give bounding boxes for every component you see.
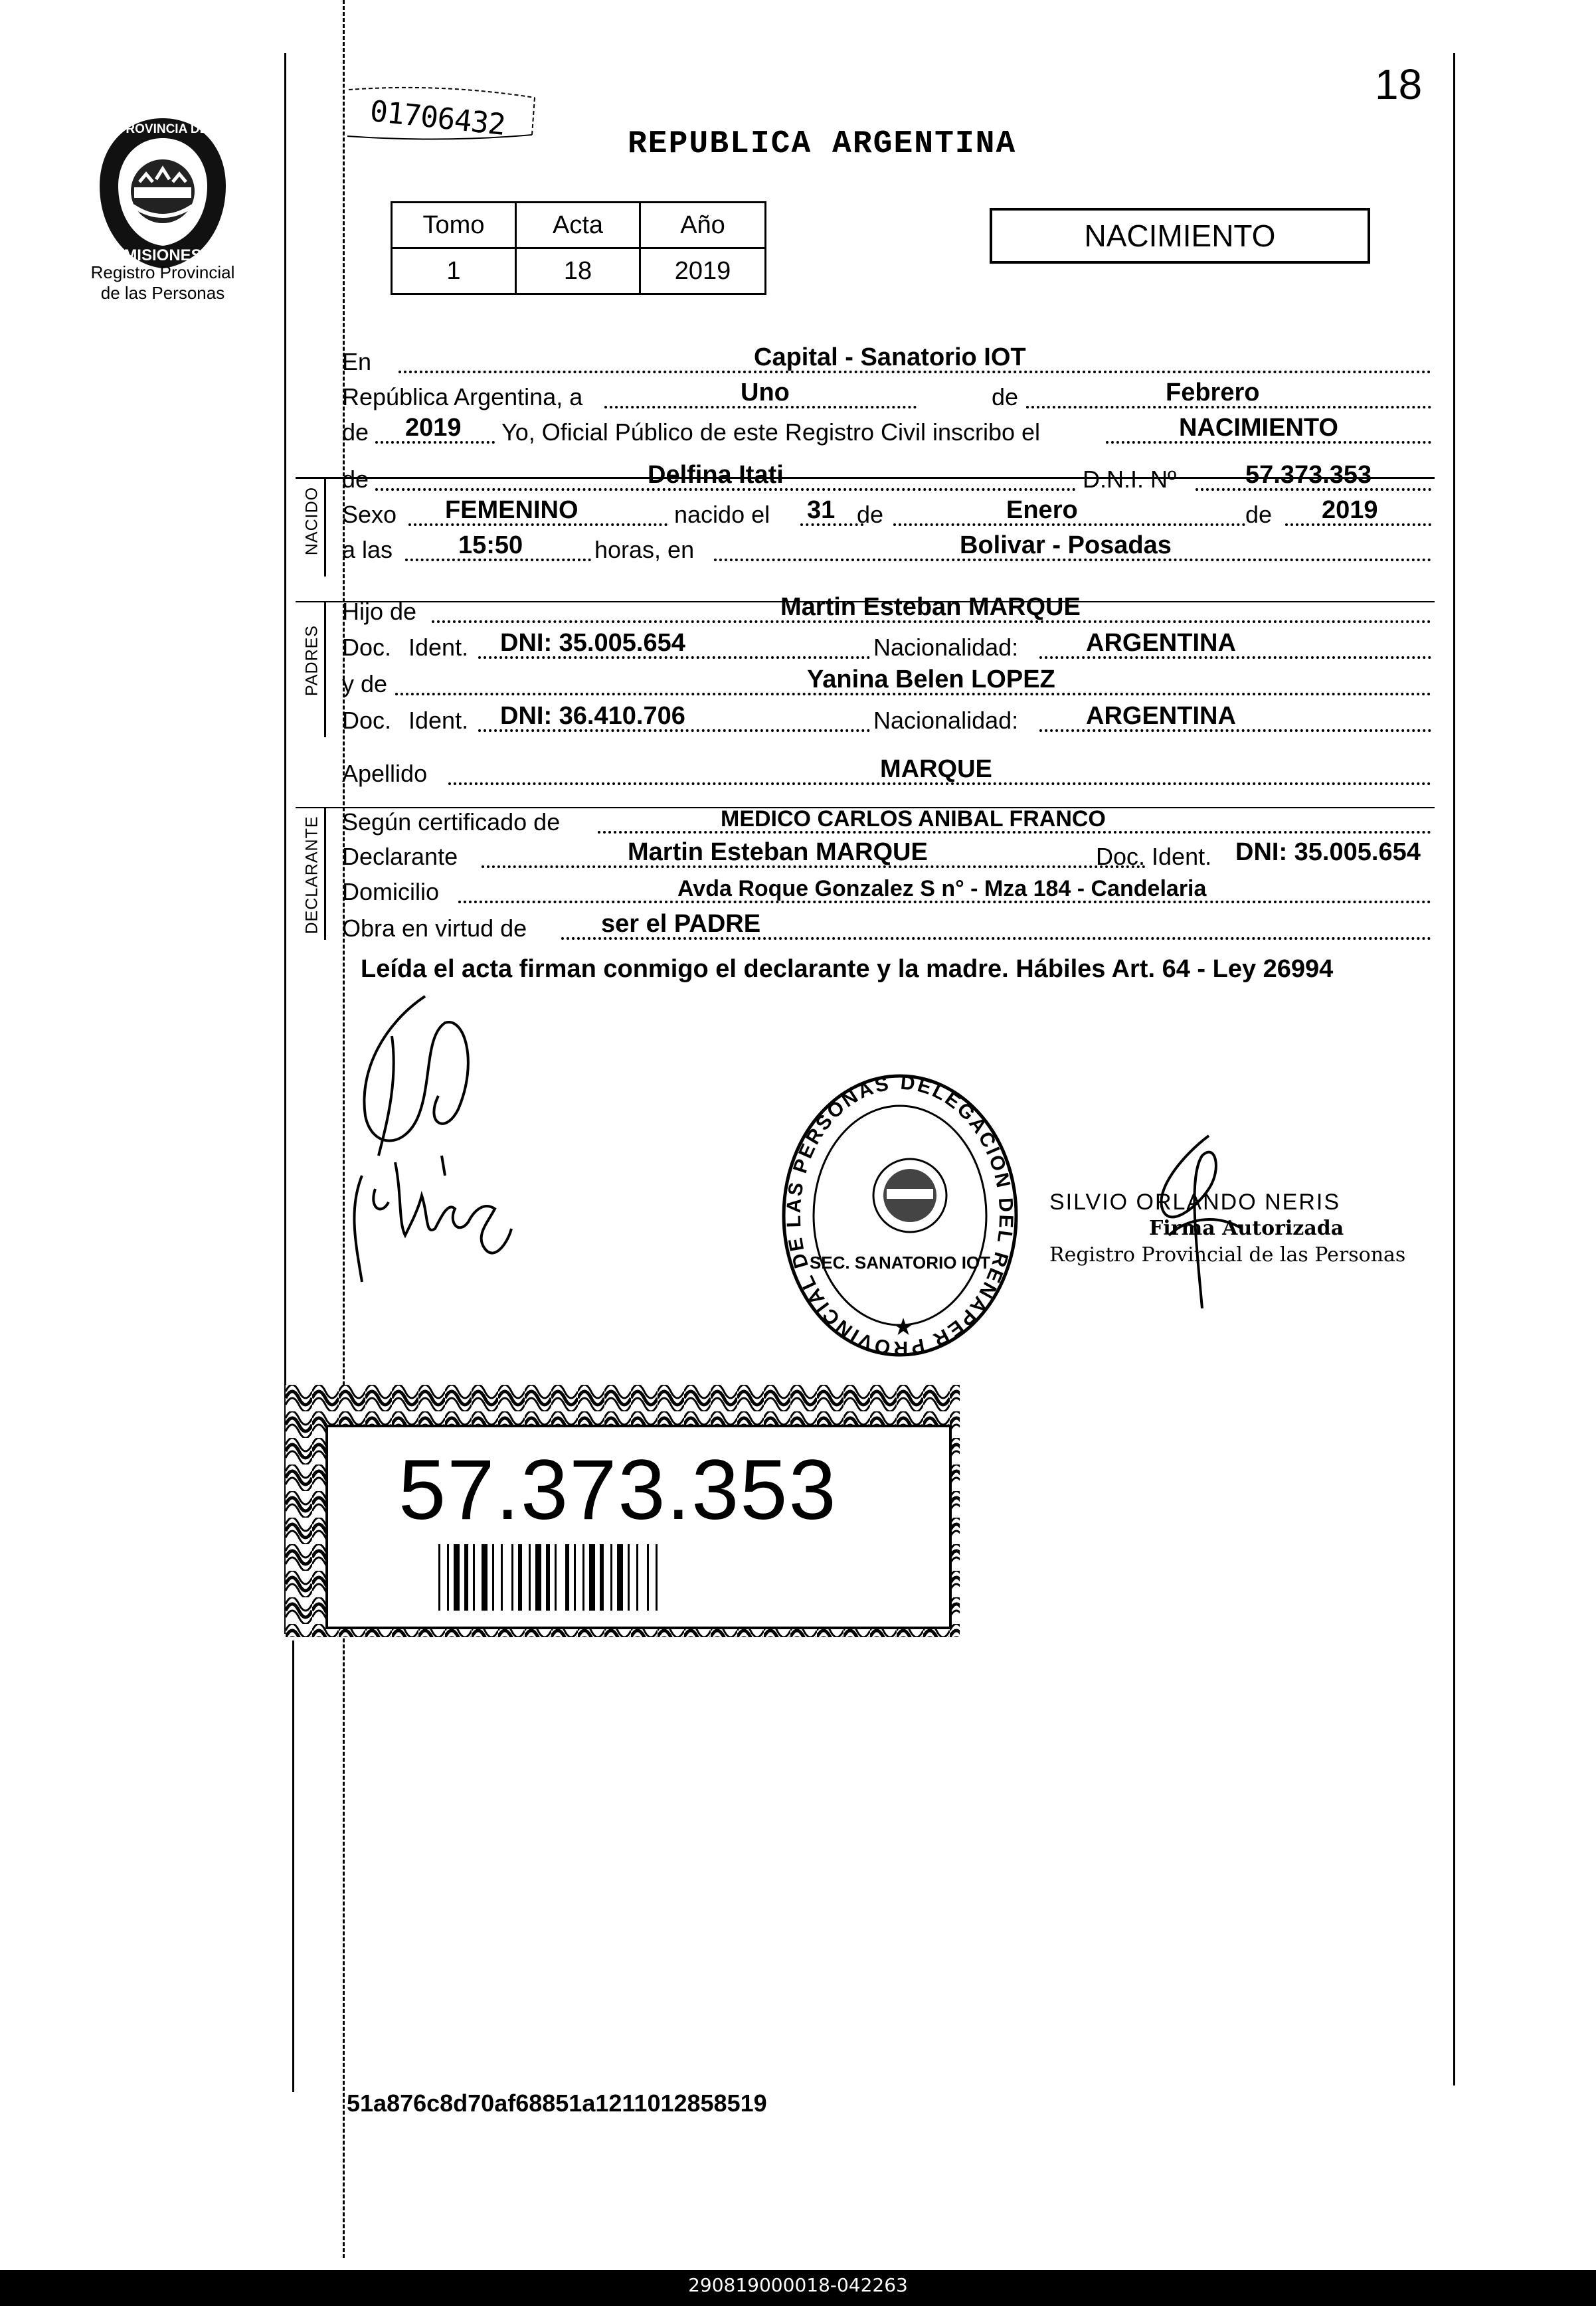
misiones-coat-of-arms-logo [93,113,232,272]
label-doc-ident: Doc. Ident. [1096,843,1212,870]
page-number: 18 [1375,60,1423,108]
dni-label-number: 57.373.353 [399,1443,838,1538]
label-ident: Ident. [408,707,469,734]
label-domicilio: Domicilio [342,878,440,905]
row-sexo-nacimiento [342,498,1435,529]
value-tipo-inscripcion: NACIMIENTO [1179,414,1338,442]
barcode-bar [518,1544,522,1611]
value-dia-inscripcion: Uno [741,379,790,406]
label-de-nombre: de [342,466,369,493]
registry-table [391,201,766,295]
label-horas-en: horas, en [594,536,695,563]
label-inscribo: Yo, Oficial Público de este Registro Civil inscribo el [501,418,1041,446]
row-anio-inscripcion [342,416,1435,446]
barcode-bar [447,1544,449,1611]
label-de-anio: de [342,418,369,446]
padres-bracket [324,601,326,737]
row-padre [342,595,1435,626]
registry-value-row [392,248,766,294]
seal-ring-text: DELEGACION DEL RENAPER PROVINCIAL DE LAS PERSONAS [782,1071,1018,1360]
label-nacionalidad: Nacionalidad: [873,707,1019,734]
label-y-de: y de [342,670,388,697]
right-margin-line [1453,53,1455,2085]
side-label-nacido: NACIDO [302,486,321,556]
value-padre-doc: DNI: 35.005.654 [500,629,685,657]
barcode-bar [438,1544,440,1611]
label-nacido-el: nacido el [674,501,770,528]
value-mes-inscripcion: Febrero [1166,379,1260,406]
legal-statement: Leída el acta firman conmigo el declarante y la madre. Hábiles Art. 64 - Ley 26994 [361,955,1334,983]
value-apellido: MARQUE [880,755,992,783]
registry-value-tomo: 1 [392,248,516,294]
row-hora-lugar-nacimiento [342,533,1435,564]
seal-star: ★ [892,1313,915,1340]
document-hash: 51a876c8d70af68851a1211012858519 [347,2089,767,2117]
left-dashed-margin [343,0,345,2258]
barcode-bar [482,1544,488,1611]
value-padre-nacionalidad: ARGENTINA [1086,629,1236,657]
label-doc: Doc. [342,707,392,734]
row-fecha-inscripcion [342,381,1435,411]
barcode-bar [555,1544,557,1611]
label-apellido: Apellido [342,760,428,787]
barcode-bar [636,1544,638,1611]
logo-bottom-text: MISIONES [124,246,202,264]
barcode-bar [464,1544,468,1611]
registry-value-ano: 2019 [640,248,766,294]
value-nombre: Delfina Itati [648,461,784,489]
label-en: En [342,348,372,375]
value-anio-nacimiento: 2019 [1322,496,1378,524]
official-block [1049,1189,1405,1269]
label-doc: Doc. [342,634,392,661]
row-apellido [342,757,1435,788]
value-lugar-inscripcion: Capital - Sanatorio IOT [754,343,1026,371]
value-lugar-nacimiento: Bolivar - Posadas [960,531,1172,559]
value-dni: 57.373.353 [1245,461,1372,489]
label-de-anio-nac: de [1245,501,1273,528]
label-hijo-de: Hijo de [342,598,417,625]
value-sexo: FEMENINO [445,496,578,524]
barcode-bar [656,1544,658,1611]
value-hora-nacimiento: 15:50 [458,531,523,559]
label-de: de [992,383,1019,410]
barcode-bar [610,1544,612,1611]
logo-caption-line-2: de las Personas [100,283,225,303]
barcode-bar [454,1544,460,1611]
row-madre [342,667,1435,698]
row-certificado [342,806,1435,836]
label-a-las: a las [342,536,393,563]
row-madre-doc [342,704,1435,735]
barcode-bar [492,1544,494,1611]
value-madre: Yanina Belen LOPEZ [807,665,1055,693]
barcode-bar [501,1544,503,1611]
label-declarante: Declarante [342,843,458,870]
registry-seal-stamp [777,1069,1023,1362]
barcode-bar [565,1544,569,1611]
declarante-bracket [324,807,326,940]
value-dia-nacimiento: 31 [807,496,836,524]
left-margin-line-lower [292,1641,294,2092]
logo-caption-line-1: Registro Provincial [90,262,235,282]
value-declarante-doc: DNI: 35.005.654 [1235,838,1421,866]
label-sexo: Sexo [342,501,397,528]
barcode-bar [582,1544,584,1611]
act-type-box: NACIMIENTO [990,208,1370,264]
side-label-declarante: DECLARANTE [302,816,321,934]
barcode-bar [511,1544,513,1611]
dni-barcode [438,1544,810,1611]
label-obra-en-virtud: Obra en virtud de [342,915,527,942]
seal-inner-text: SEC. SANATORIO IOT [809,1253,991,1273]
row-nombre [342,463,1435,493]
barcode-bar [647,1544,649,1611]
registry-header-row [392,203,766,248]
value-mes-nacimiento: Enero [1006,496,1078,524]
value-obra-en-virtud: ser el PADRE [601,910,761,938]
barcode-bar [546,1544,550,1611]
label-de-mes: de [857,501,884,528]
row-padre-doc [342,631,1435,662]
barcode-bar [473,1544,475,1611]
official-role: Firma Autorizada [1149,1217,1344,1240]
label-republica: República Argentina, a [342,383,583,410]
signature-declarante [345,983,498,1162]
registry-header-ano: Año [640,203,766,248]
side-label-padres: PADRES [302,625,321,696]
value-madre-nacionalidad: ARGENTINA [1086,702,1236,730]
barcode-bar [574,1544,576,1611]
registry-header-acta: Acta [516,203,640,248]
serial-stamp-number: 01706432 [368,94,507,143]
label-segun-certificado: Según certificado de [342,808,561,836]
row-declarante [342,840,1435,871]
nacido-bracket [324,478,326,576]
label-ident: Ident. [408,634,469,661]
value-padre: Martin Esteban MARQUE [780,593,1081,621]
value-domicilio: Avda Roque Gonzalez S n° - Mza 184 - Candelaria [677,876,1207,901]
value-certificado: MEDICO CARLOS ANIBAL FRANCO [721,806,1106,832]
barcode-bar [600,1544,604,1611]
registry-header-tomo: Tomo [392,203,516,248]
label-dni: D.N.I. Nº [1083,466,1177,493]
barcode-bar [628,1544,630,1611]
official-office: Registro Provincial de las Personas [1049,1243,1406,1267]
label-nacionalidad: Nacionalidad: [873,634,1019,661]
barcode-bar [535,1544,541,1611]
value-declarante: Martin Esteban MARQUE [628,838,928,866]
footer-document-id: 290819000018-042263 [688,2274,908,2296]
value-madre-doc: DNI: 36.410.706 [500,702,685,730]
signature-madre [342,1149,528,1288]
barcode-bar [529,1544,531,1611]
value-anio-inscripcion: 2019 [405,414,462,442]
row-lugar-inscripcion [342,345,1435,376]
country-title: REPUBLICA ARGENTINA [628,126,1017,162]
logo-top-text: PROVINCIA DE [117,122,209,136]
row-obra-virtud [342,912,1435,942]
logo-caption [60,262,266,304]
barcode-bar [589,1544,595,1611]
barcode-bar [617,1544,623,1611]
row-domicilio [342,875,1435,906]
registry-value-acta: 18 [516,248,640,294]
official-name: SILVIO ORLANDO NERIS [1049,1190,1341,1215]
